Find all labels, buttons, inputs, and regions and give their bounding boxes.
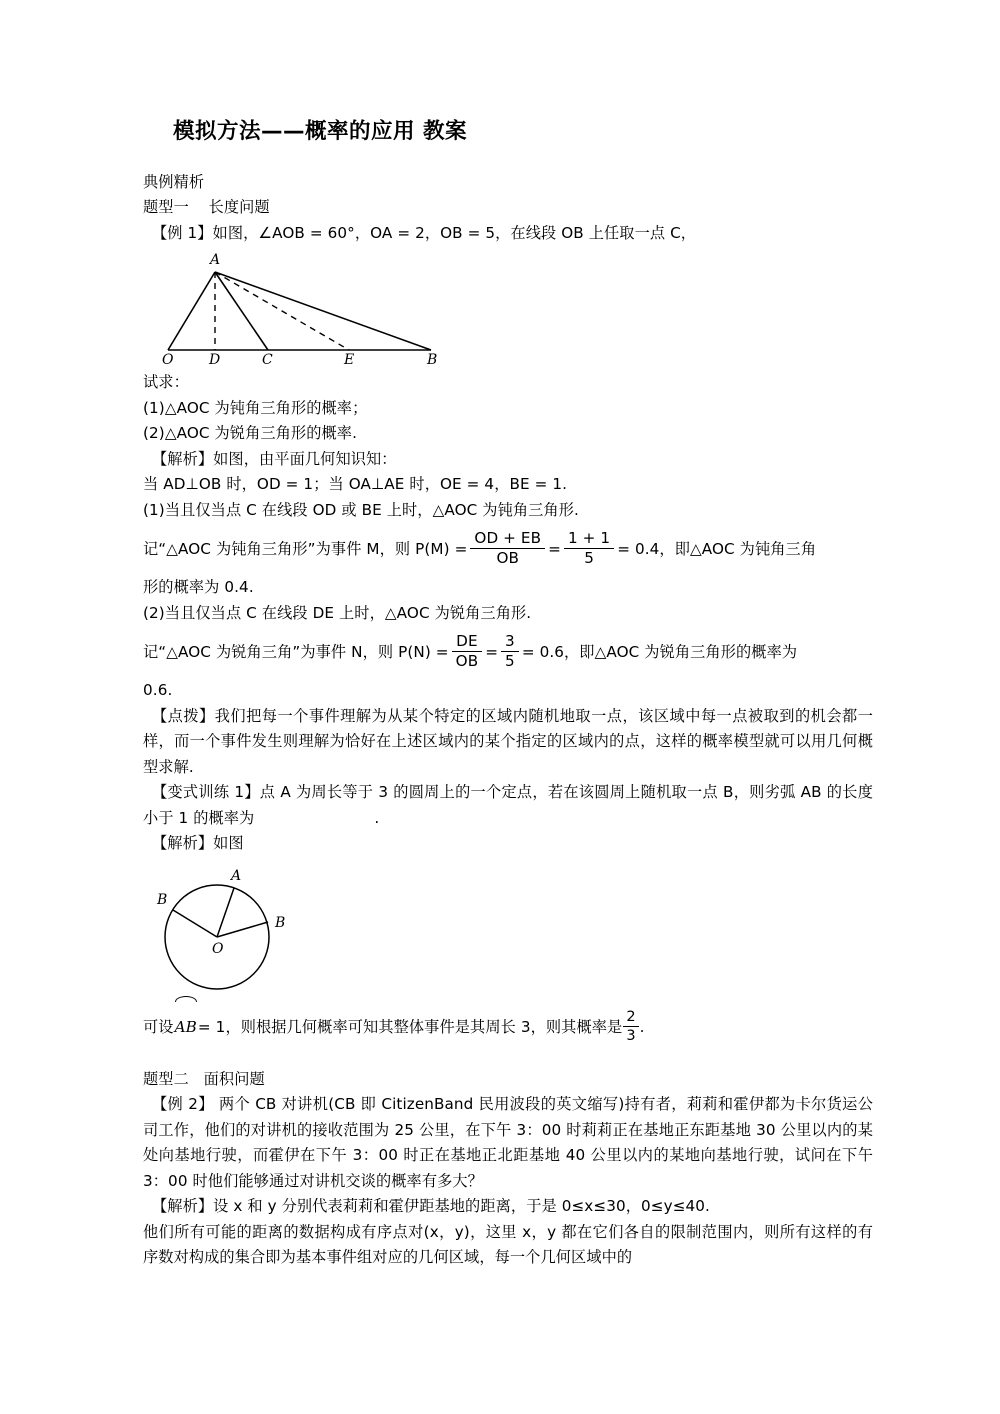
arc-ab-term <box>174 1001 198 1053</box>
formula-2-prefix: 记“△AOC 为锐角三角”为事件 N，则 P(N) = <box>143 643 449 662</box>
analysis-1-line-1: 当 AD⊥OB 时，OD = 1；当 OA⊥AE 时，OE = 4，BE = 1. <box>143 475 568 494</box>
document-body <box>143 118 873 1271</box>
arc-formula-line <box>143 1001 873 1053</box>
triangle-figure <box>153 250 873 368</box>
triangle-label-D: D <box>209 352 221 369</box>
fraction-denominator: OB <box>452 651 483 670</box>
arc-overbar-icon <box>175 996 197 1002</box>
analysis-2-line-1: (2)当且仅当点 C 在线段 DE 上时，△AOC 为锐角三角形. <box>143 603 532 622</box>
triangle-label-B: B <box>427 352 438 369</box>
triangle-label-A: A <box>210 252 221 269</box>
ask-item-1: (1)△AOC 为钝角三角形的概率； <box>143 398 368 417</box>
fraction-denominator: OB <box>470 548 545 567</box>
circle-label-B-right: B <box>275 914 286 931</box>
analysis-4-line-1: 【解析】设 x 和 y 分别代表莉莉和霍伊距基地的距离，于是 0≤x≤30，0≤y≤40. <box>152 1197 710 1216</box>
formula-line-1 <box>143 523 873 575</box>
page-title: 模拟方法——概率的应用 教案 <box>173 119 467 144</box>
fraction-numerator: 2 <box>626 1008 636 1025</box>
formula-1-tail: 形的概率为 0.4. <box>143 578 254 597</box>
fraction-numerator: DE <box>456 632 478 651</box>
triangle-svg <box>153 250 473 368</box>
circle-label-B-left: B <box>157 891 168 908</box>
triangle-label-C: C <box>262 352 273 369</box>
formula-1-equals: = <box>548 540 561 559</box>
fraction-denominator: 3 <box>623 1026 638 1044</box>
formula-1-suffix: = 0.4，即△AOC 为钝角三角 <box>617 540 817 559</box>
triangle-label-O: O <box>162 352 174 369</box>
fraction-three-five <box>501 633 519 670</box>
triangle-label-E: E <box>344 352 355 369</box>
arc-line-prefix: 可设 <box>143 1017 174 1036</box>
formula-2-tail: 0.6. <box>143 681 173 700</box>
fraction-two-thirds <box>623 1009 638 1044</box>
fraction-de-ob <box>452 633 483 670</box>
circle-label-O: O <box>212 940 224 957</box>
variant-text: 【变式训练 1】点 A 为周长等于 3 的圆周上的一个定点，若在该圆周上随机取一点 B，则劣弧 AB 的长度小于 1 的概率为 <box>143 783 873 827</box>
formula-2-suffix: = 0.6，即△AOC 为锐角三角形的概率为 <box>521 643 798 662</box>
fraction-numerator: 3 <box>505 632 515 651</box>
formula-2-equals: = <box>485 643 499 662</box>
arc-line-middle: = 1，则根据几何概率可知其整体事件是其周长 3，则其概率是 <box>197 1017 623 1036</box>
circle-svg <box>149 859 349 999</box>
example-2-paragraph: 【例 2】 两个 CB 对讲机(CB 即 CitizenBand 民用波段的英文缩写)持有者，莉莉和霍伊都为卡尔货运公司工作，他们的对讲机的接收范围为 25 公里，在下午 3：00 时莉莉正在基地正东距基地 30 公里以内的某处向基地行驶，而霍伊在下午 3：00 时正在基地正北距基地 40 公里以内的某地向基地行驶，试问在下午 3：00 时他们能够通过对讲机交谈的概率有多大？ <box>143 1095 873 1190</box>
arc-ab-text: AB <box>174 1017 197 1036</box>
heading-type-two: 题型二 面积问题 <box>143 1069 265 1088</box>
fraction-denominator: 5 <box>564 548 614 567</box>
formula-1-prefix: 记“△AOC 为钝角三角形”为事件 M，则 P(M) = <box>143 540 468 559</box>
analysis-4-paragraph: 他们所有可能的距离的数据构成有序点对(x，y)，这里 x，y 都在它们各自的限制范围内，则所有这样的有序数对构成的集合即为基本事件组对应的几何区域，每一个几何区域中的 <box>143 1222 873 1267</box>
example-1-statement: 【例 1】如图，∠AOB = 60°，OA = 2，OB = 5，在线段 OB 上任取一点 C， <box>152 223 697 242</box>
circle-label-A: A <box>231 867 242 884</box>
arc-line-suffix: . <box>639 1017 645 1036</box>
variant-period: . <box>374 808 380 827</box>
circle-figure <box>149 859 873 999</box>
fraction-denominator: 5 <box>501 651 519 670</box>
fraction-od-eb-ob <box>470 530 545 567</box>
fraction-one-plus-one-five <box>564 530 614 567</box>
analysis-1-head: 【解析】如图，由平面几何知识知： <box>152 449 397 468</box>
heading-type-one: 题型一 长度问题 <box>143 198 270 217</box>
fraction-numerator: OD + EB <box>474 529 542 548</box>
formula-line-2 <box>143 626 873 678</box>
ask-item-2: (2)△AOC 为锐角三角形的概率. <box>143 424 358 443</box>
ask-line: 试求： <box>143 373 189 392</box>
tip-paragraph: 【点拨】我们把每一个事件理解为从某个特定的区域内随机地取一点，该区域中每一点被取到的机会都一样，而一个事件发生则理解为恰好在上述区域内的某个指定的区域内的点，这样的概率模型就可以用几何概型求解. <box>143 706 873 776</box>
fraction-numerator: 1 + 1 <box>567 529 611 548</box>
variant-training-1-paragraph <box>143 780 873 831</box>
analysis-3-head: 【解析】如图 <box>152 834 244 853</box>
analysis-1-line-2: (1)当且仅当点 C 在线段 OD 或 BE 上时，△AOC 为钝角三角形. <box>143 500 579 519</box>
section-label: 典例精析 <box>143 172 205 191</box>
